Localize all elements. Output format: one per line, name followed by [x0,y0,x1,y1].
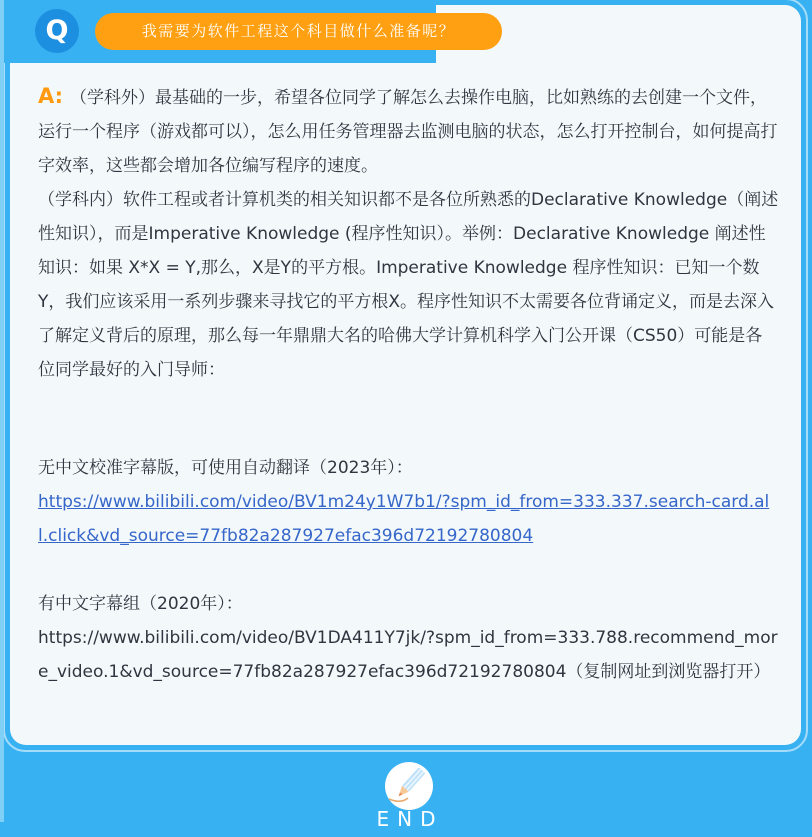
answer-content [10,5,801,689]
bilibili-url-2020 [38,621,779,689]
question-pill: 我需要为软件工程这个科目做什么准备呢？ [95,13,502,50]
answer-paragraph-1 [38,79,779,183]
link2-intro: 有中文字幕组（2020年）： [38,594,243,614]
answer-label: A: [38,84,64,108]
answer-paragraph-2: （学科内）软件工程或者计算机类的相关知识都不是各位所熟悉的Declarative Knowledge（阐述性知识），而是Imperative Knowledge (程序性知识）。举例：Declarative Knowledge 阐述性知识：如果 X*X = Y,那么，X是Y的平方根。Imperative Knowledge 程序性知识：已知一个数Y，我们应该采用一系列步骤来寻找它的平方根X。程序性知识不太需要各位背诵定义，而是去深入了解定义背后的原理，那么每一年鼎鼎大名的哈佛大学计算机科学入门公开课（CS50）可能是各位同学最好的入门导师： [38,190,779,380]
pencil-icon [385,760,433,812]
copy-url-hint: （复制网址到浏览器打开） [566,662,771,682]
bilibili-url-2020-text: https://www.bilibili.com/video/BV1DA411Y7jk/?spm_id_from=333.788.recommend_more_video.1&vd_source=77fb82a287927efac396d72192780804 [38,628,778,682]
link1-intro: 无中文校准字幕版，可使用自动翻译（2023年）： [38,458,413,478]
answer-card [10,5,801,745]
answer-paragraph-1-text: （学科外）最基础的一步，希望各位同学了解怎么去操作电脑，比如熟练的去创建一个文件，运行一个程序（游戏都可以），怎么用任务管理器去监测电脑的状态，怎么打开控制台，如何提高打字效率，这些都会增加各位编写程序的速度。 [38,88,778,176]
end-circle [385,762,433,810]
question-badge: Q [35,9,79,53]
bilibili-link-2023[interactable]: https://www.bilibili.com/video/BV1m24y1W7b1/?spm_id_from=333.337.search-card.all.click&vd_source=77fb82a287927efac396d72192780804 [38,492,770,546]
left-edge-stripe [0,0,4,822]
end-label: END [376,807,444,831]
